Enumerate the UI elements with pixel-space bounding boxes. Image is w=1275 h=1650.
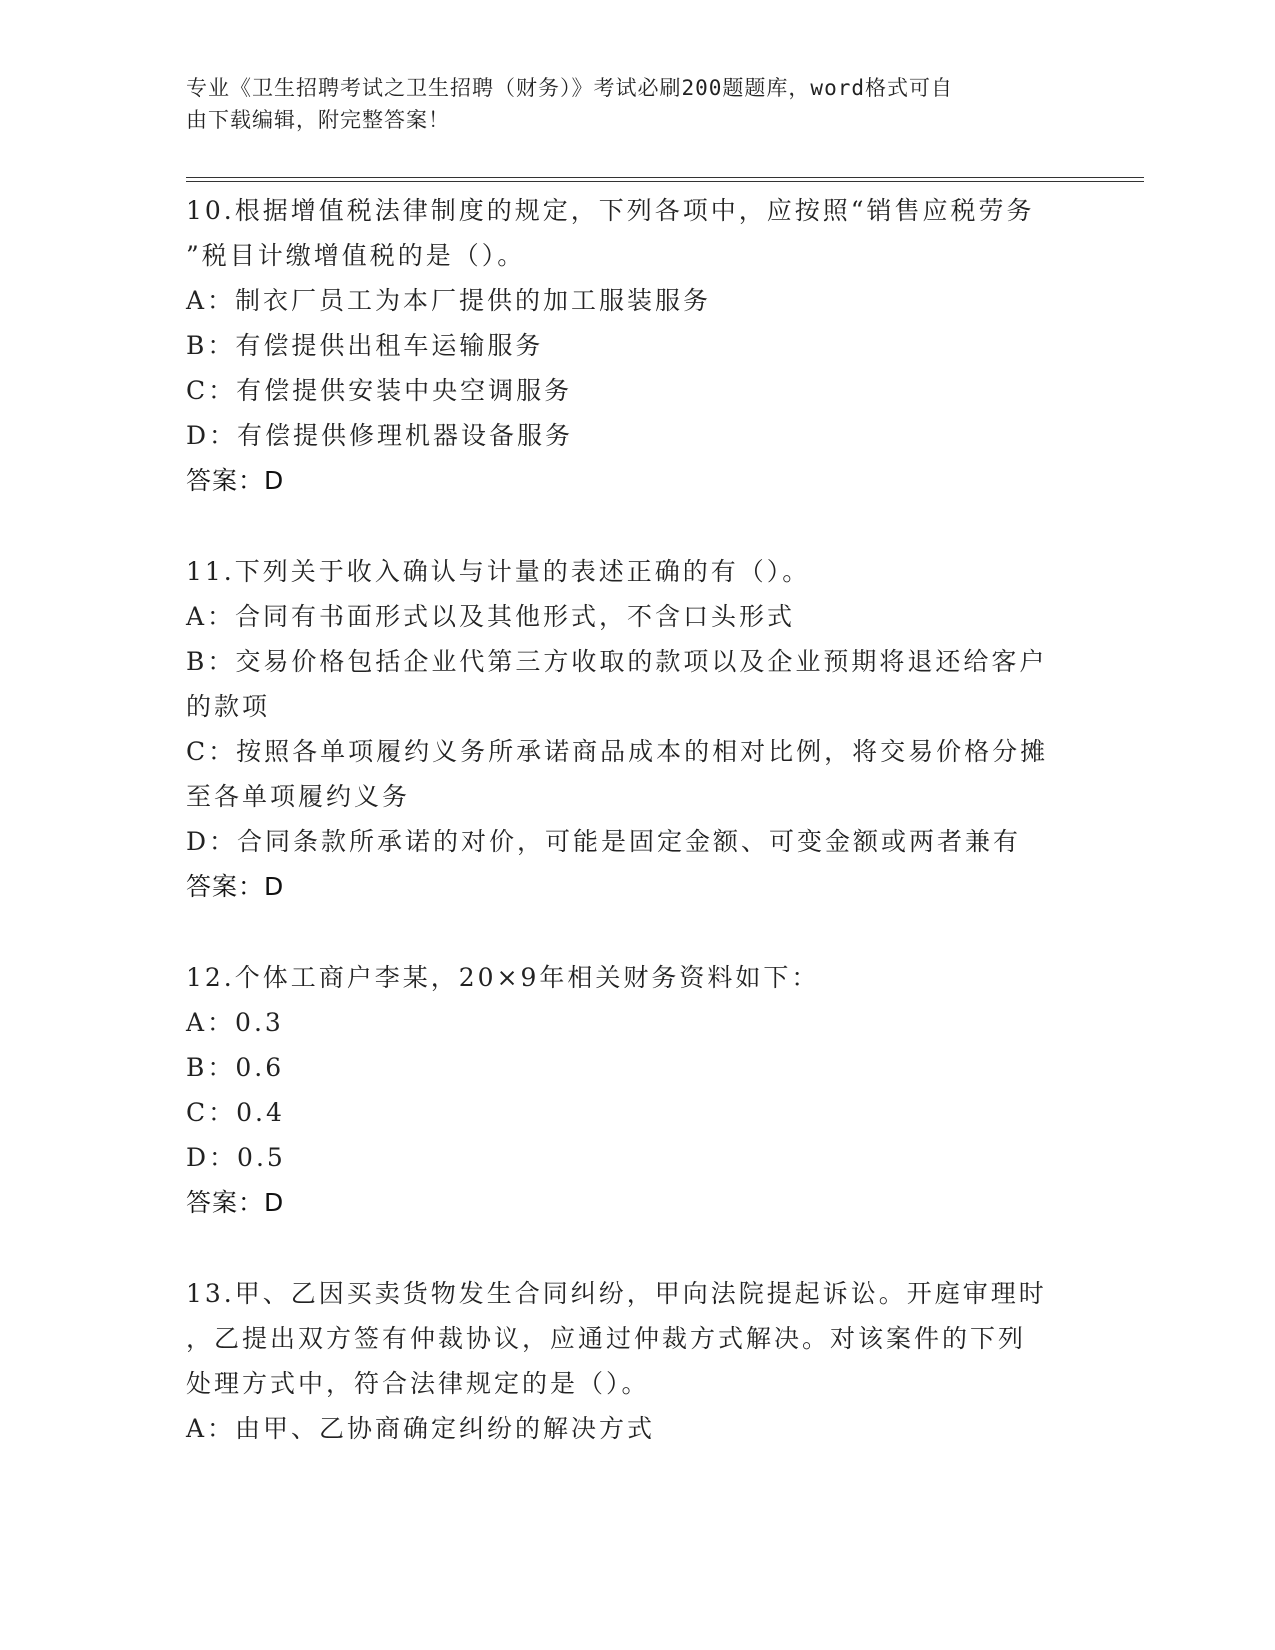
header-divider-secondary bbox=[186, 181, 1144, 182]
option-b-continued: 的款项 bbox=[186, 692, 271, 721]
option-a: A：合同有书面形式以及其他形式，不含口头形式 bbox=[186, 602, 796, 631]
header-divider bbox=[186, 177, 1144, 178]
option-a: A：制衣厂员工为本厂提供的加工服装服务 bbox=[186, 286, 712, 315]
question-text: 处理方式中，符合法律规定的是（）。 bbox=[186, 1369, 650, 1398]
option-c: C：有偿提供安装中央空调服务 bbox=[186, 376, 573, 405]
option-c: C：0.4 bbox=[186, 1098, 285, 1127]
question-text: 10.根据增值税法律制度的规定，下列各项中，应按照“销售应税劳务 bbox=[186, 196, 1035, 225]
option-b: B：交易价格包括企业代第三方收取的款项以及企业预期将退还给客户 bbox=[186, 647, 1048, 676]
question-text: 11.下列关于收入确认与计量的表述正确的有（）。 bbox=[186, 557, 811, 586]
question-11 bbox=[186, 549, 1066, 909]
question-list bbox=[186, 188, 1066, 1497]
header-line-2: 由下载编辑，附完整答案！ bbox=[186, 108, 450, 132]
option-b: B：有偿提供出租车运输服务 bbox=[186, 331, 544, 360]
option-d: D：0.5 bbox=[186, 1143, 286, 1172]
option-d: D：合同条款所承诺的对价，可能是固定金额、可变金额或两者兼有 bbox=[186, 827, 1022, 856]
option-d: D：有偿提供修理机器设备服务 bbox=[186, 421, 574, 450]
question-text: ”税目计缴增值税的是（）。 bbox=[186, 241, 526, 270]
question-10 bbox=[186, 188, 1066, 503]
header-line-1: 专业《卫生招聘考试之卫生招聘（财务）》考试必刷200题题库，word格式可自 bbox=[186, 76, 953, 100]
option-c: C：按照各单项履约义务所承诺商品成本的相对比例，将交易价格分摊 bbox=[186, 737, 1049, 766]
answer-line: 答案：D bbox=[186, 1188, 285, 1217]
question-12 bbox=[186, 955, 1066, 1225]
document-header bbox=[186, 72, 1066, 136]
option-a: A：由甲、乙协商确定纠纷的解决方式 bbox=[186, 1414, 656, 1443]
option-b: B：0.6 bbox=[186, 1053, 285, 1082]
question-text: 12.个体工商户李某，20×9年相关财务资料如下： bbox=[186, 963, 820, 992]
answer-line: 答案：D bbox=[186, 466, 285, 495]
option-c-continued: 至各单项履约义务 bbox=[186, 782, 411, 811]
question-text: 13.甲、乙因买卖货物发生合同纠纷，甲向法院提起诉讼。开庭审理时 bbox=[186, 1279, 1047, 1308]
question-13 bbox=[186, 1271, 1066, 1451]
question-text: ，乙提出双方签有仲裁协议，应通过仲裁方式解决。对该案件的下列 bbox=[186, 1324, 1027, 1353]
option-a: A：0.3 bbox=[186, 1008, 284, 1037]
answer-line: 答案：D bbox=[186, 872, 285, 901]
